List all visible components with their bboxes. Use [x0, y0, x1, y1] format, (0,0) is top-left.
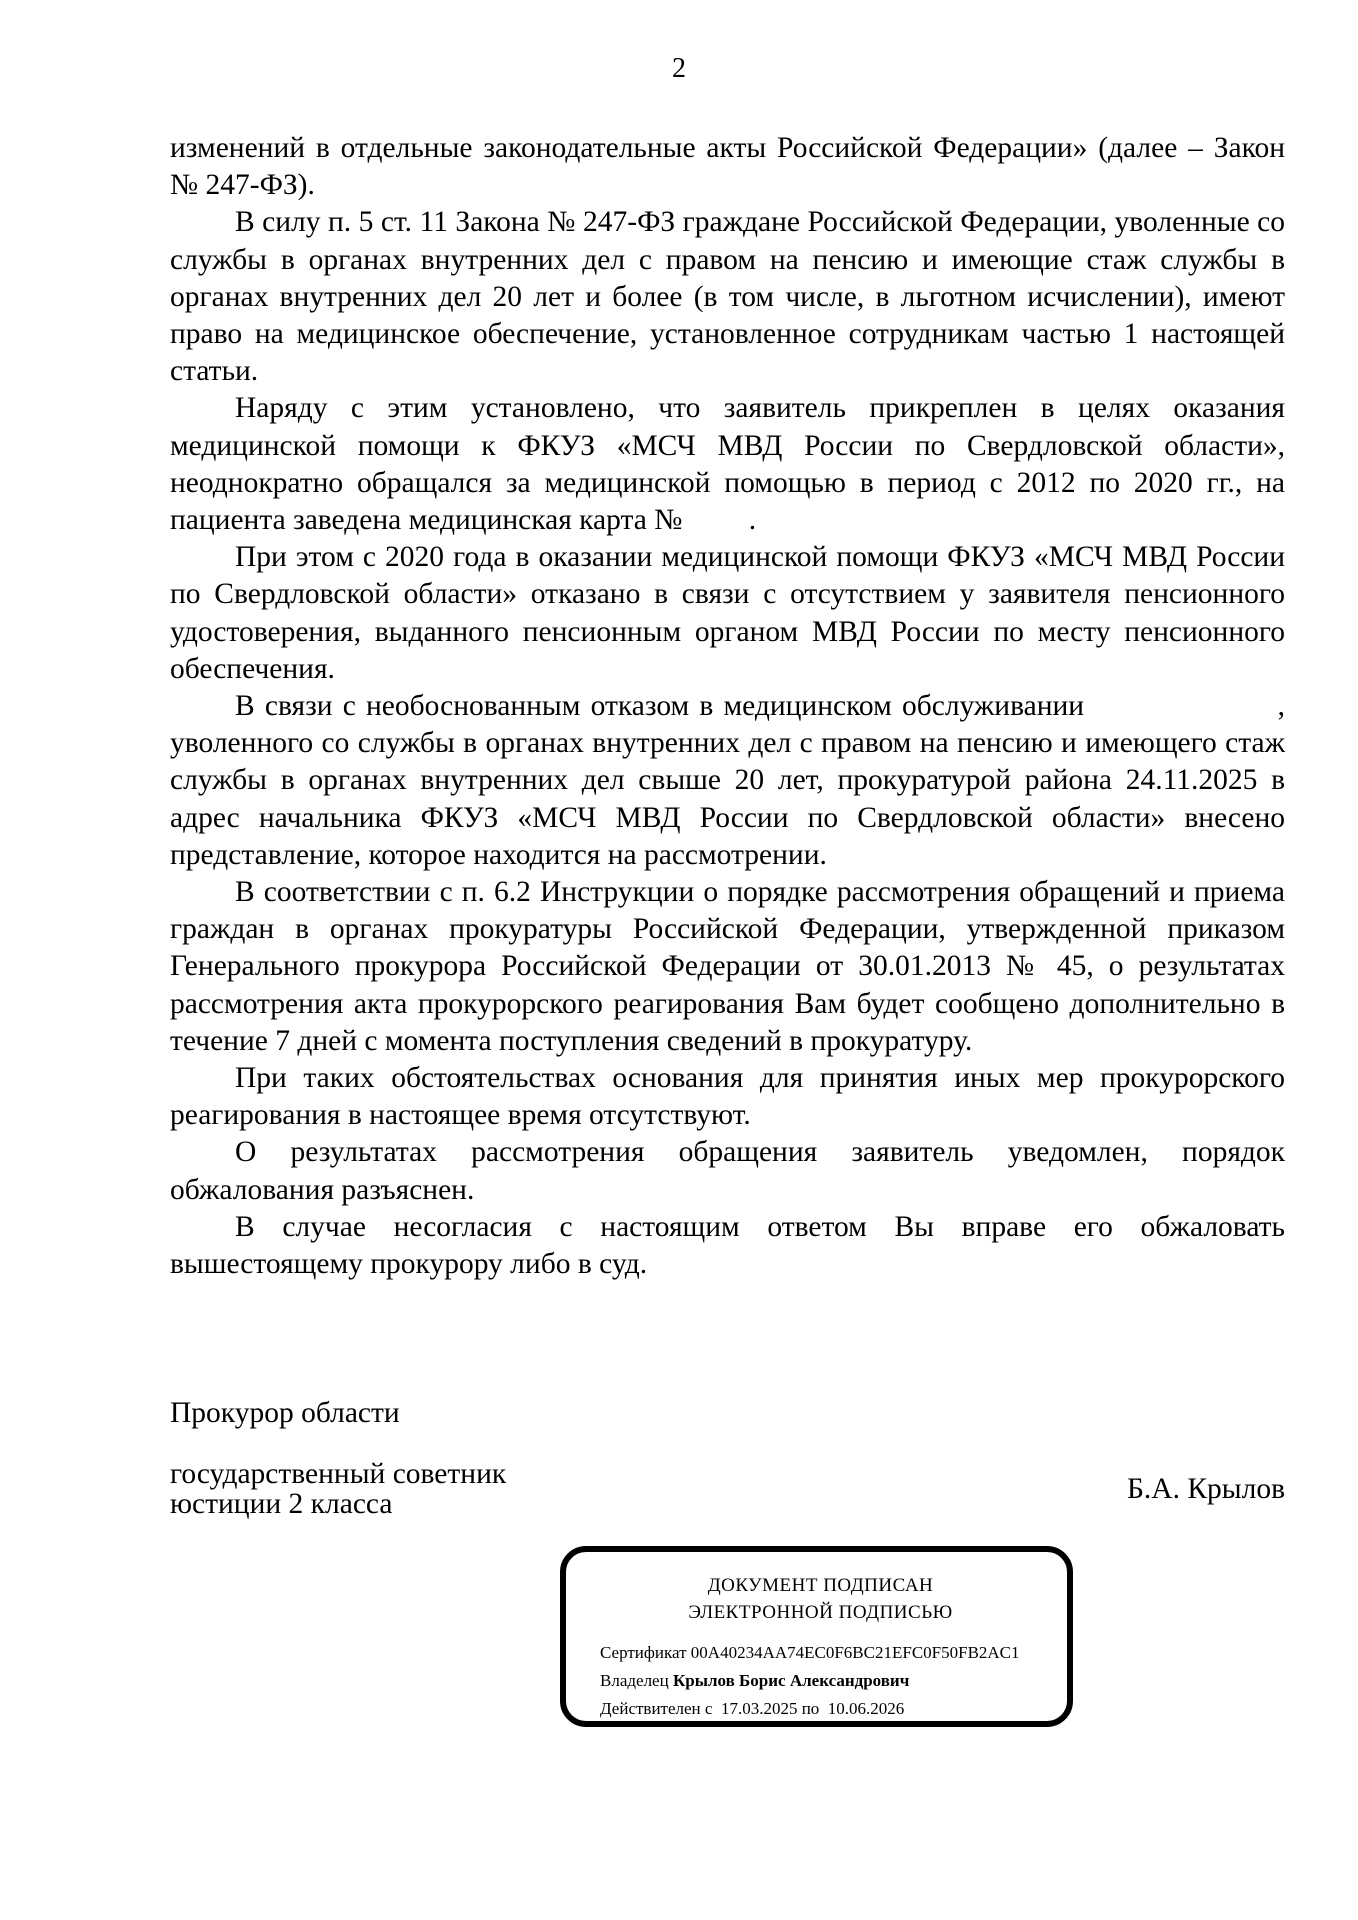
paragraph: В связи с необоснованным отказом в медицинском обслуживании , уволенного со службы в органах внутренних дел с правом на пенсию и имеющего стаж службы в органах внутренних дел свыше 20 лет, прокуратурой района 24.11.2025 в адрес начальника ФКУЗ «МСЧ МВД России по Свердловской области» внесено представление, которое находится на рассмотрении.: [170, 690, 1285, 871]
stamp-details: [600, 1639, 1041, 1723]
certificate-value: 00A40234AA74EC0F6BC21EFC0F50FB2AC1: [690, 1643, 1020, 1662]
owner-name: Крылов Борис Александрович: [672, 1671, 910, 1690]
paragraph: изменений в отдельные законодательные акты Российской Федерации» (далее – Закон № 247-ФЗ).: [170, 132, 1285, 202]
stamp-owner-line: [600, 1667, 1041, 1695]
signer-rank: [170, 1460, 506, 1519]
signature-row: [170, 1460, 1285, 1519]
stamp-title: [600, 1572, 1041, 1626]
stamp-certificate-line: [600, 1639, 1041, 1667]
paragraph: В силу п. 5 ст. 11 Закона № 247-ФЗ граждане Российской Федерации, уволенные со службы в органах внутренних дел с правом на пенсию и имеющие стаж службы в органах внутренних дел 20 лет и более (в том числе, в льготном исчислении), имеют право на медицинское обеспечение, установленное сотрудникам частью 1 настоящей статьи.: [170, 206, 1285, 388]
paragraph: В соответствии с п. 6.2 Инструкции о порядке рассмотрения обращений и приема граждан в органах прокуратуры Российской Федерации, утвержденной приказом Генерального прокурора Российской Федерации от 30.01.2013 № 45, о результатах рассмотрения акта прокурорского реагирования Вам будет сообщено дополнительно в течение 7 дней с момента поступления сведений в прокуратуру.: [170, 876, 1285, 1057]
document-body: [170, 130, 1285, 1283]
signer-position: Прокурор области: [170, 1397, 400, 1429]
signer-name: Б.А. Крылов: [1126, 1472, 1285, 1505]
paragraph: О результатах рассмотрения обращения заявитель уведомлен, порядок обжалования разъяснен.: [170, 1136, 1285, 1206]
signer-rank-line1: государственный советник: [170, 1458, 507, 1491]
paragraph: Наряду с этим установлено, что заявитель прикреплен в целях оказания медицинской помощи к ФКУЗ «МСЧ МВД России по Свердловской области», неоднократно обращался за медицинской помощью в период с 2012 по 2020 гг., на пациента заведена медицинская карта № .: [170, 392, 1285, 537]
stamp-validity-line: Действителен с 17.03.2025 по 10.06.2026: [600, 1699, 905, 1718]
paragraph: При этом с 2020 года в оказании медицинской помощи ФКУЗ «МСЧ МВД России по Свердловской области» отказано в связи с отсутствием у заявителя пенсионного удостоверения, выданного пенсионным органом МВД России по месту пенсионного обеспечения.: [170, 541, 1285, 685]
owner-label: Владелец: [600, 1671, 669, 1690]
stamp-title-line1: ДОКУМЕНТ ПОДПИСАН: [707, 1575, 934, 1596]
e-signature-stamp: [560, 1546, 1073, 1727]
stamp-title-line2: ЭЛЕКТРОННОЙ ПОДПИСЬЮ: [688, 1602, 953, 1623]
certificate-label: Сертификат: [600, 1643, 687, 1662]
signer-rank-line2: юстиции 2 класса: [170, 1487, 393, 1520]
paragraph: При таких обстоятельствах основания для принятия иных мер прокурорского реагирования в настоящее время отсутствуют.: [170, 1062, 1285, 1132]
paragraph: В случае несогласия с настоящим ответом Вы вправе его обжаловать вышестоящему прокурору либо в суд.: [170, 1210, 1285, 1281]
page-number: 2: [672, 53, 686, 84]
signature-block: [170, 1395, 1285, 1519]
